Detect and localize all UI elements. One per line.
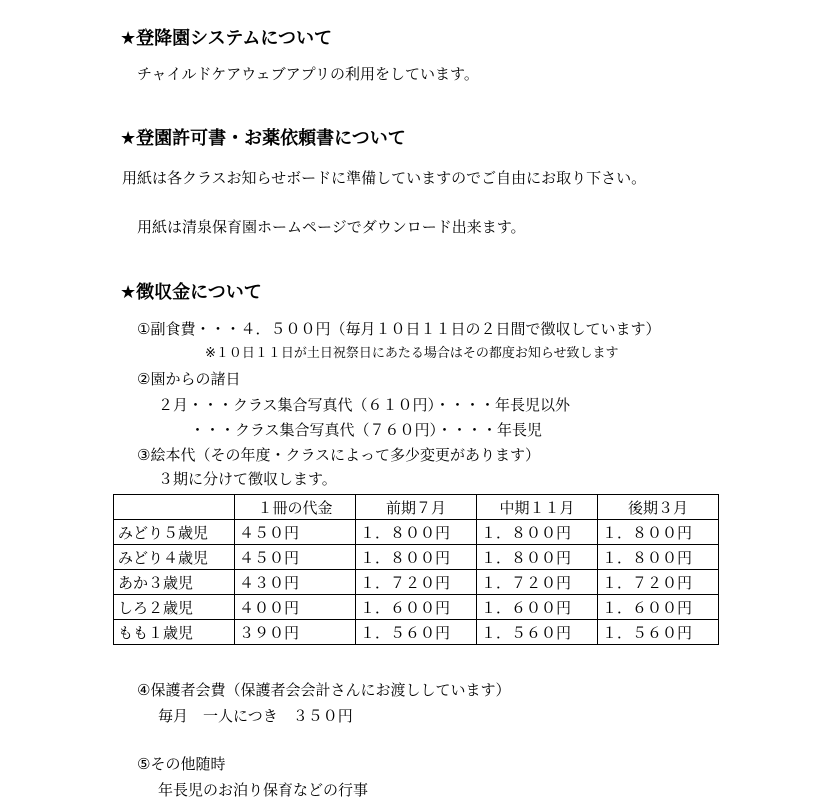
fee-item-other: ⑤その他随時 <box>137 755 226 773</box>
forms-text-download: 用紙は清泉保育園ホームページでダウンロード出来ます。 <box>137 218 526 236</box>
table-cell: みどり４歳児 <box>114 545 235 570</box>
table-cell: みどり５歳児 <box>114 520 235 545</box>
table-cell: １．８００円 <box>356 520 477 545</box>
fee-item-other-sub: 年長児のお泊り保育などの行事 <box>158 781 369 799</box>
fee-item-picture-book-sub: ３期に分けて徴収します。 <box>158 470 337 488</box>
table-cell: ４５０円 <box>235 520 356 545</box>
table-cell: １．８００円 <box>356 545 477 570</box>
table-header-cell: 前期７月 <box>356 495 477 520</box>
table-cell: もも１歳児 <box>114 620 235 645</box>
table-cell: １．６００円 <box>356 595 477 620</box>
fee-item-photo-1: ２月・・・クラス集合写真代（６１０円）・・・・年長児以外 <box>158 396 571 414</box>
table-header-cell: 中期１１月 <box>477 495 598 520</box>
table-cell: １．５６０円 <box>356 620 477 645</box>
table-cell: １．６００円 <box>477 595 598 620</box>
fee-item-parent-association-sub: 毎月 一人につき ３５０円 <box>158 707 353 725</box>
table-cell: １．８００円 <box>477 520 598 545</box>
table-cell: しろ２歳児 <box>114 595 235 620</box>
table-row <box>114 520 719 545</box>
fee-item-meal-note: ※１０日１１日が土日祝祭日にあたる場合はその都度お知らせ致します <box>205 346 619 361</box>
section-heading-fees: ★徴収金について <box>120 282 262 303</box>
table-row <box>114 595 719 620</box>
section-heading-forms: ★登園許可書・お薬依頼書について <box>120 128 406 149</box>
table-cell: １．６００円 <box>598 595 719 620</box>
fee-item-misc: ②園からの諸日 <box>137 370 241 388</box>
attendance-system-text: チャイルドケアウェブアプリの利用をしています。 <box>137 65 479 83</box>
section-heading-attendance-system: ★登降園システムについて <box>120 28 332 49</box>
table-cell: ３９０円 <box>235 620 356 645</box>
forms-text-board: 用紙は各クラスお知らせボードに準備していますのでご自由にお取り下さい。 <box>122 169 647 187</box>
table-cell: １．８００円 <box>598 545 719 570</box>
fee-item-parent-association: ④保護者会費（保護者会会計さんにお渡ししています） <box>137 681 511 699</box>
table-cell: １．７２０円 <box>598 570 719 595</box>
table-cell: ４５０円 <box>235 545 356 570</box>
picture-book-fee-table <box>113 494 719 645</box>
table-row <box>114 545 719 570</box>
table-header-row <box>114 495 719 520</box>
table-header-cell: 後期３月 <box>598 495 719 520</box>
table-cell: １．５６０円 <box>598 620 719 645</box>
fee-item-meal: ①副食費・・・４．５００円（毎月１０日１１日の２日間で徴収しています） <box>137 320 661 338</box>
table-cell: １．５６０円 <box>477 620 598 645</box>
fee-item-picture-book: ③絵本代（その年度・クラスによって多少変更があります） <box>137 446 541 464</box>
table-cell: １．８００円 <box>477 545 598 570</box>
table-cell: １．８００円 <box>598 520 719 545</box>
table-row <box>114 620 719 645</box>
table-cell: １．７２０円 <box>477 570 598 595</box>
fee-item-photo-2: ・・・クラス集合写真代（７６０円）・・・・年長児 <box>190 421 543 439</box>
table-cell: ４３０円 <box>235 570 356 595</box>
table-header-cell: １冊の代金 <box>235 495 356 520</box>
table-cell: ４００円 <box>235 595 356 620</box>
table-header-cell <box>114 495 235 520</box>
table-cell: あか３歳児 <box>114 570 235 595</box>
table-cell: １．７２０円 <box>356 570 477 595</box>
table-row <box>114 570 719 595</box>
